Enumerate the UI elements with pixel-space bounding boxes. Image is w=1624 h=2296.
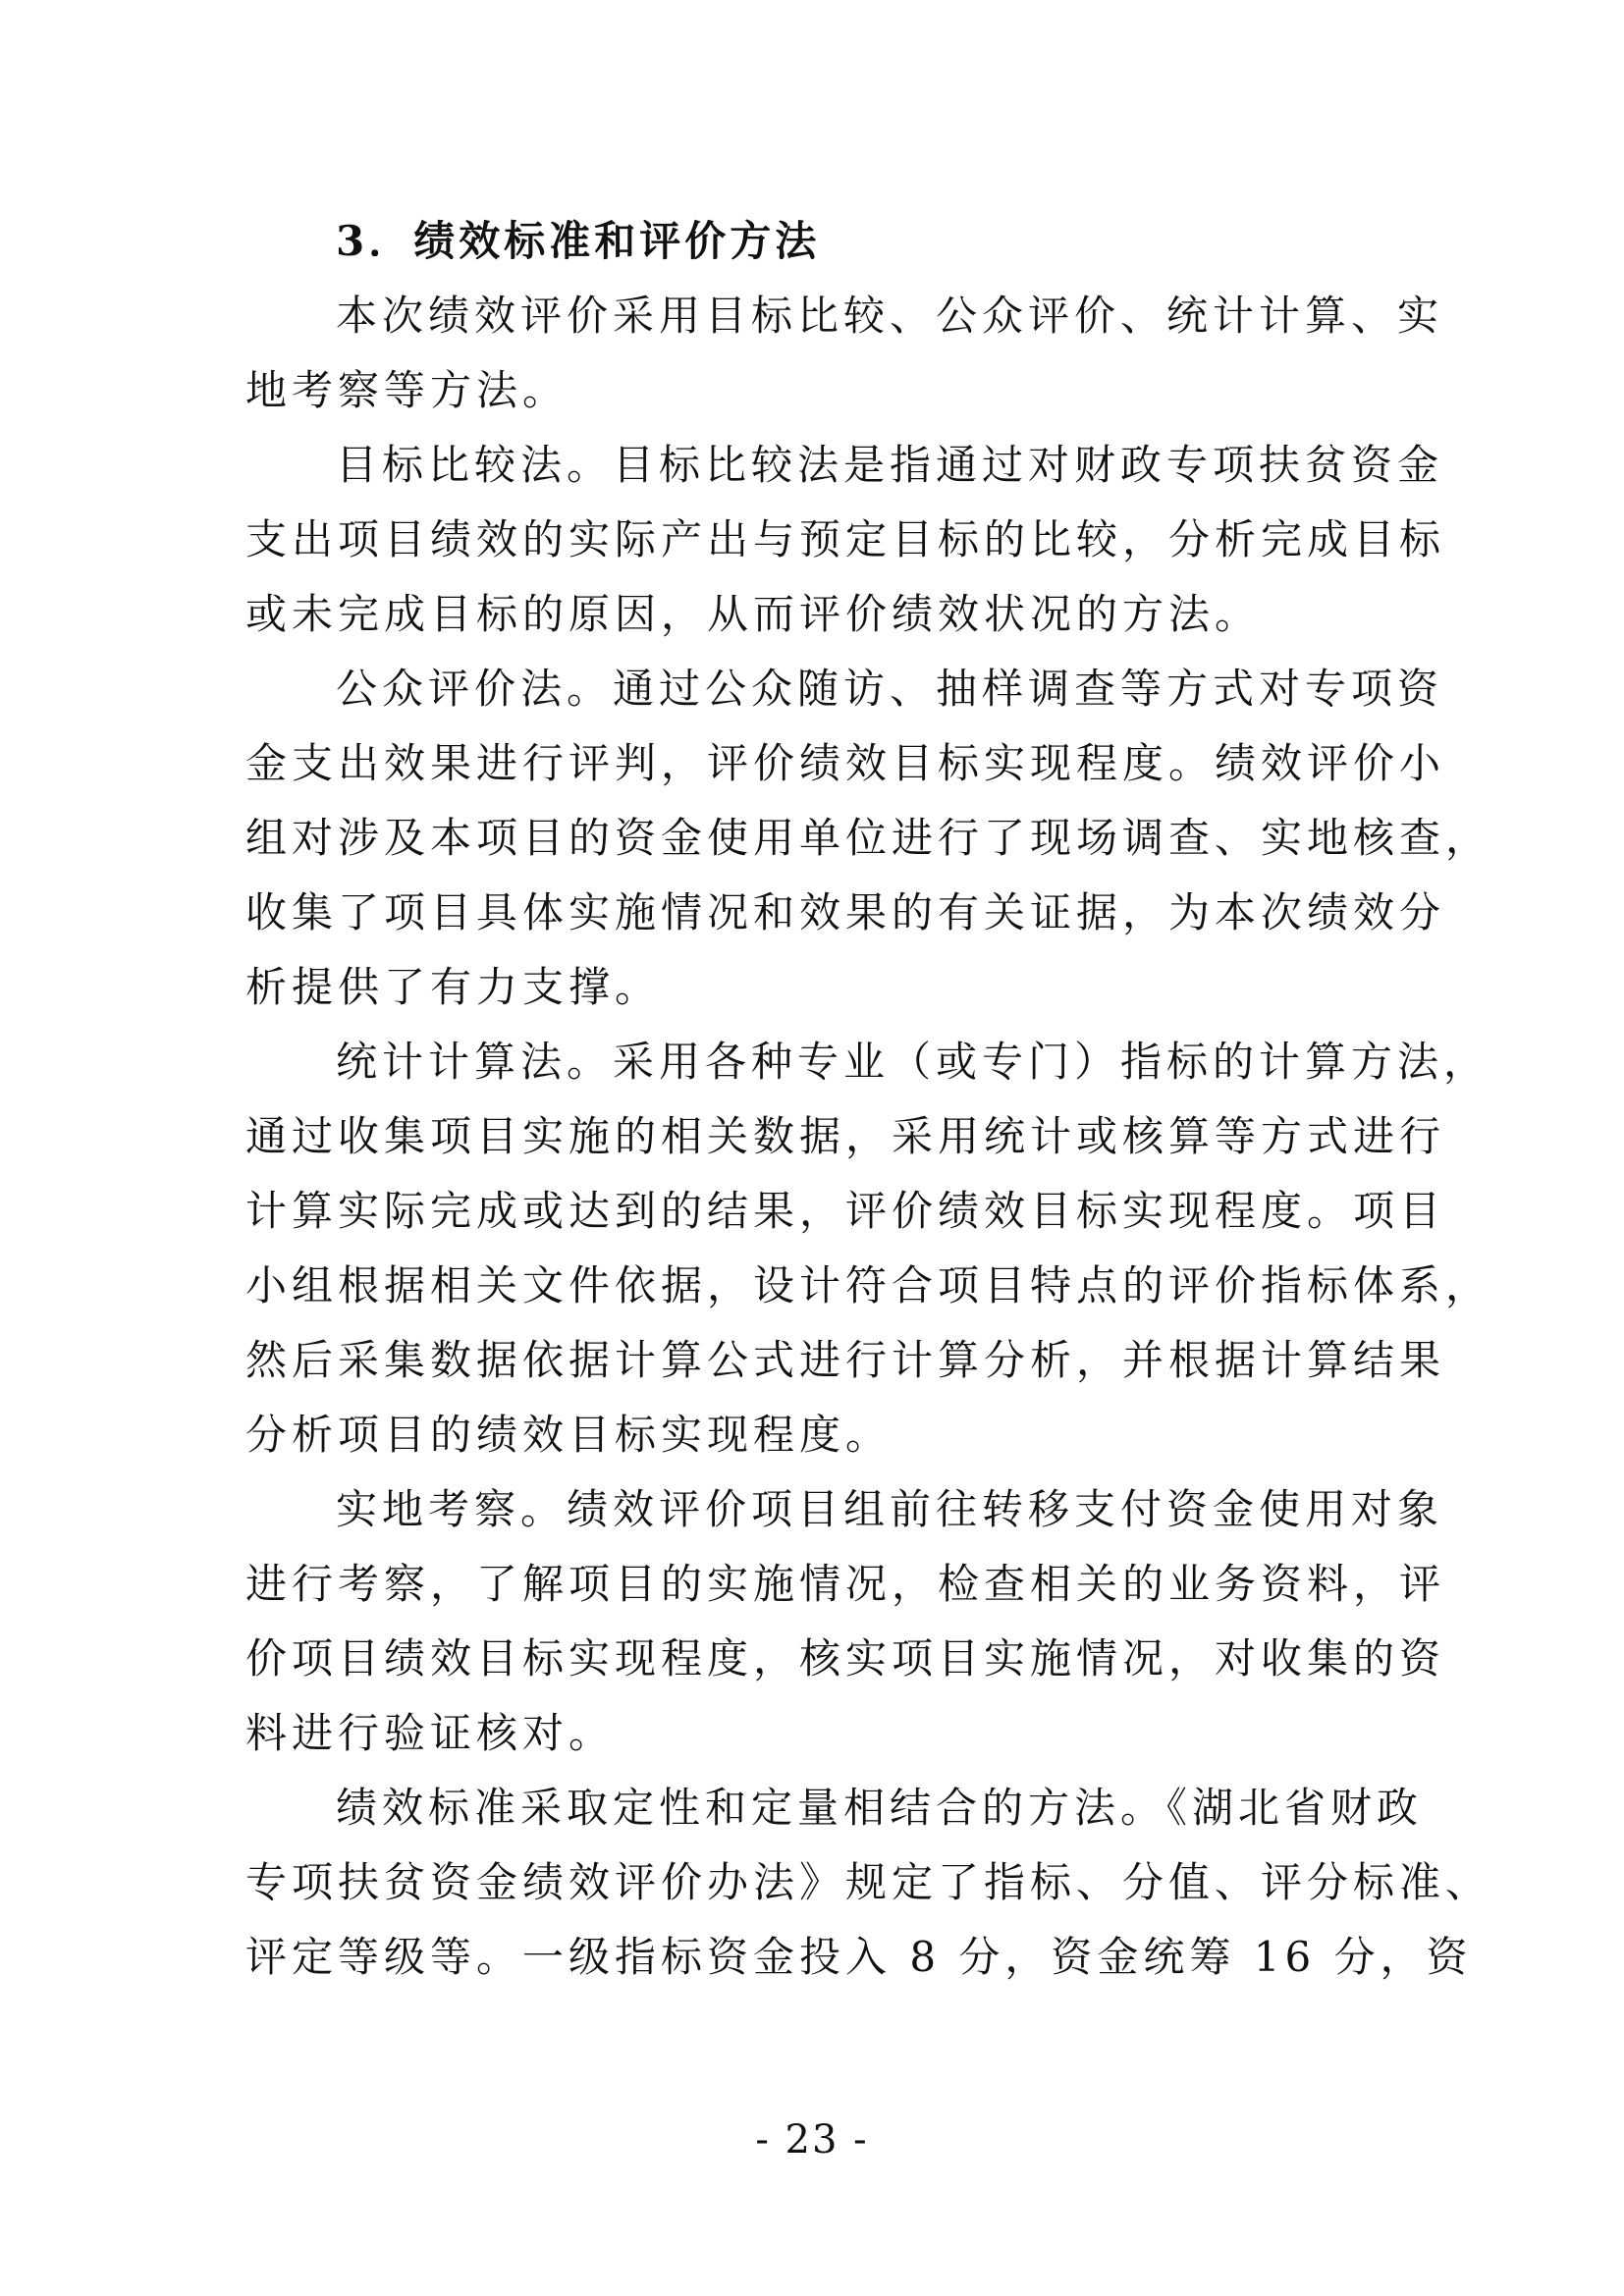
paragraph-line: 目标比较法。目标比较法是指通过对财政专项扶贫资金 bbox=[336, 441, 1444, 489]
paragraph-line: 绩效标准采取定性和定量相结合的方法。《湖北省财政 bbox=[336, 1784, 1424, 1832]
paragraph-line: 或未完成目标的原因，从而评价绩效状况的方法。 bbox=[245, 590, 1262, 638]
paragraph-line: 公众评价法。通过公众随访、抽样调查等方式对专项资 bbox=[336, 665, 1444, 713]
paragraph-line: 通过收集项目实施的相关数据，采用统计或核算等方式进行 bbox=[245, 1112, 1446, 1160]
section-heading: 3．绩效标准和评价方法 bbox=[336, 217, 821, 265]
paragraph-line: 分析项目的绩效目标实现程度。 bbox=[245, 1411, 893, 1459]
paragraph-line: 收集了项目具体实施情况和效果的有关证据，为本次绩效分 bbox=[245, 888, 1446, 936]
paragraph-line: 然后采集数据依据计算公式进行计算分析，并根据计算结果 bbox=[245, 1336, 1446, 1384]
paragraph-line: 实地考察。绩效评价项目组前往转移支付资金使用对象 bbox=[336, 1485, 1444, 1533]
paragraph-line: 金支出效果进行评判，评价绩效目标实现程度。绩效评价小 bbox=[245, 739, 1446, 787]
paragraph-line: 料进行验证核对。 bbox=[245, 1709, 616, 1757]
paragraph-line: 专项扶贫资金绩效评价办法》规定了指标、分值、评分标准、 bbox=[245, 1858, 1492, 1906]
paragraph-line: 评定等级等。一级指标资金投入 8 分，资金统筹 16 分，资 bbox=[245, 1933, 1473, 1981]
page-number: - 23 - bbox=[755, 2117, 869, 2163]
paragraph-line: 小组根据相关文件依据，设计符合项目特点的评价指标体系， bbox=[245, 1261, 1492, 1309]
paragraph-line: 进行考察，了解项目的实施情况，检查相关的业务资料，评 bbox=[245, 1560, 1446, 1608]
paragraph-line: 本次绩效评价采用目标比较、公众评价、统计计算、实 bbox=[336, 292, 1444, 340]
paragraph-line: 组对涉及本项目的资金使用单位进行了现场调查、实地核查， bbox=[245, 814, 1492, 862]
paragraph-line: 支出项目绩效的实际产出与预定目标的比较，分析完成目标 bbox=[245, 515, 1446, 563]
paragraph-line: 地考察等方法。 bbox=[245, 366, 569, 414]
paragraph-line: 统计计算法。采用各种专业（或专门）指标的计算方法， bbox=[336, 1038, 1490, 1086]
paragraph-line: 价项目绩效目标实现程度，核实项目实施情况，对收集的资 bbox=[245, 1634, 1446, 1682]
paragraph-line: 计算实际完成或达到的结果，评价绩效目标实现程度。项目 bbox=[245, 1187, 1446, 1235]
paragraph-line: 析提供了有力支撑。 bbox=[245, 963, 662, 1011]
